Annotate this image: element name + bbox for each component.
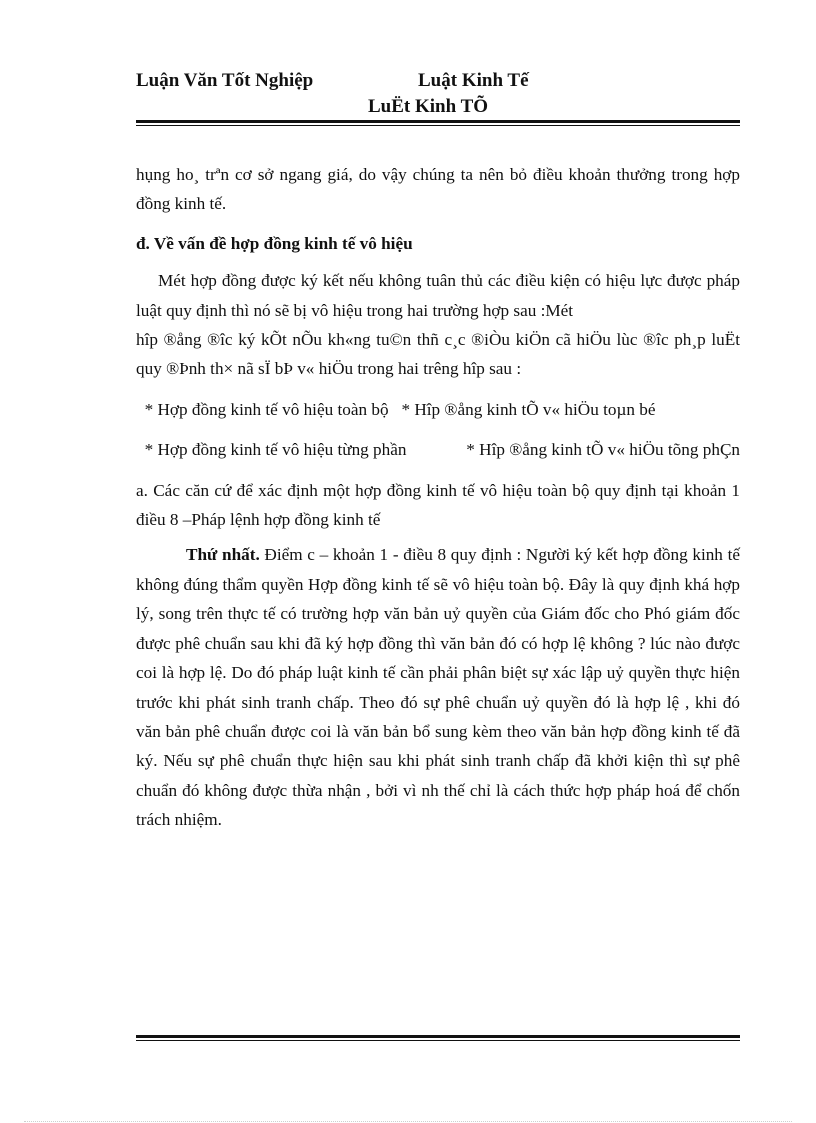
header-title-left: Luận Văn Tốt Nghiệp (136, 70, 314, 91)
paragraph-first-ground (136, 540, 740, 834)
first-ground-text: Điểm c – khoản 1 - điều 8 quy định : Người ký kết hợp đồng kinh tế không đúng thẩm quyền Hợp đồng kinh tế sẽ vô hiệu toàn bộ. Đây là quy định khá hợp lý, song trên thực tế có trường hợp văn bản uỷ quyền của Giám đốc cho Phó giám đốc được phê chuẩn sau khi đã ký hợp đồng thì văn bản đó có hợp lệ không ? lúc nào được coi là hợp lệ. Do đó pháp luật kinh tế cần phải phân biệt sự xác lập uỷ quyền thực hiện trước khi phát sinh tranh chấp. Theo đó sự phê chuẩn uỷ quyền đó là hợp lệ , khi đó văn bản phê chuẩn được coi là văn bản bổ sung kèm theo văn bản hợp đồng kinh tế đã ký. Nếu sự phê chuẩn thực hiện sau khi phát sinh tranh chấp đã khởi kiện thì sự phê chuẩn đó không được thừa nhận , bởi vì nh thế chỉ là cách thức hợp pháp hoá để chốn trách nhiệm. (136, 545, 740, 830)
paragraph-continuation: hụng ho¸ trªn cơ sở ngang giá, do vậy chúng ta nên bỏ điều khoản thưởng trong hợp đồng kinh tế. (136, 165, 740, 214)
page-edge-dots (24, 1121, 792, 1122)
paragraph-invalid-contract: Mét hợp đồng được ký kết nếu không tuân thủ các điều kiện có hiệu lực được pháp luật quy định thì nó sẽ bị vô hiệu trong hai trường hợp sau :Mét (136, 271, 740, 320)
section-heading: đ. Về vấn đề hợp đồng kinh tế vô hiệu (136, 233, 413, 253)
bullet-partial-invalidity-garbled: * Hîp ®ång kinh tÕ v« hiÖu tõng phÇn (466, 440, 740, 460)
header-divider (136, 120, 740, 126)
first-ground-label: Thứ nhất. (186, 545, 260, 565)
bullet-full-invalidity-text: * Hợp đồng kinh tế vô hiệu toàn bộ (144, 399, 389, 419)
document-body (136, 160, 740, 835)
header-title-right: Luật Kinh Tế (418, 70, 529, 91)
header-title-garbled: LuËt Kinh TÕ (368, 96, 489, 117)
paragraph-invalid-contract-garbled: hîp ®ång ®îc ký kÕt nÕu kh«ng tu©n thñ c¸c ®iÒu kiÖn cã hiÖu lùc ®îc ph¸p luËt quy ®Þnh th× nã sÏ bÞ v« hiÖu trong hai trêng hîp sau : (136, 330, 740, 379)
footer-divider (136, 1035, 740, 1041)
bullet-full-invalidity (136, 395, 740, 424)
bullet-partial-invalidity-text: * Hợp đồng kinh tế vô hiệu từng phần (144, 440, 407, 460)
bullet-full-invalidity-garbled: * Hîp ®ång kinh tÕ v« hiÖu toµn bé (401, 399, 656, 419)
paragraph-grounds: a. Các căn cứ để xác định một hợp đồng kinh tế vô hiệu toàn bộ quy định tại khoản 1 điều 8 –Pháp lệnh hợp đồng kinh tế (136, 480, 740, 530)
